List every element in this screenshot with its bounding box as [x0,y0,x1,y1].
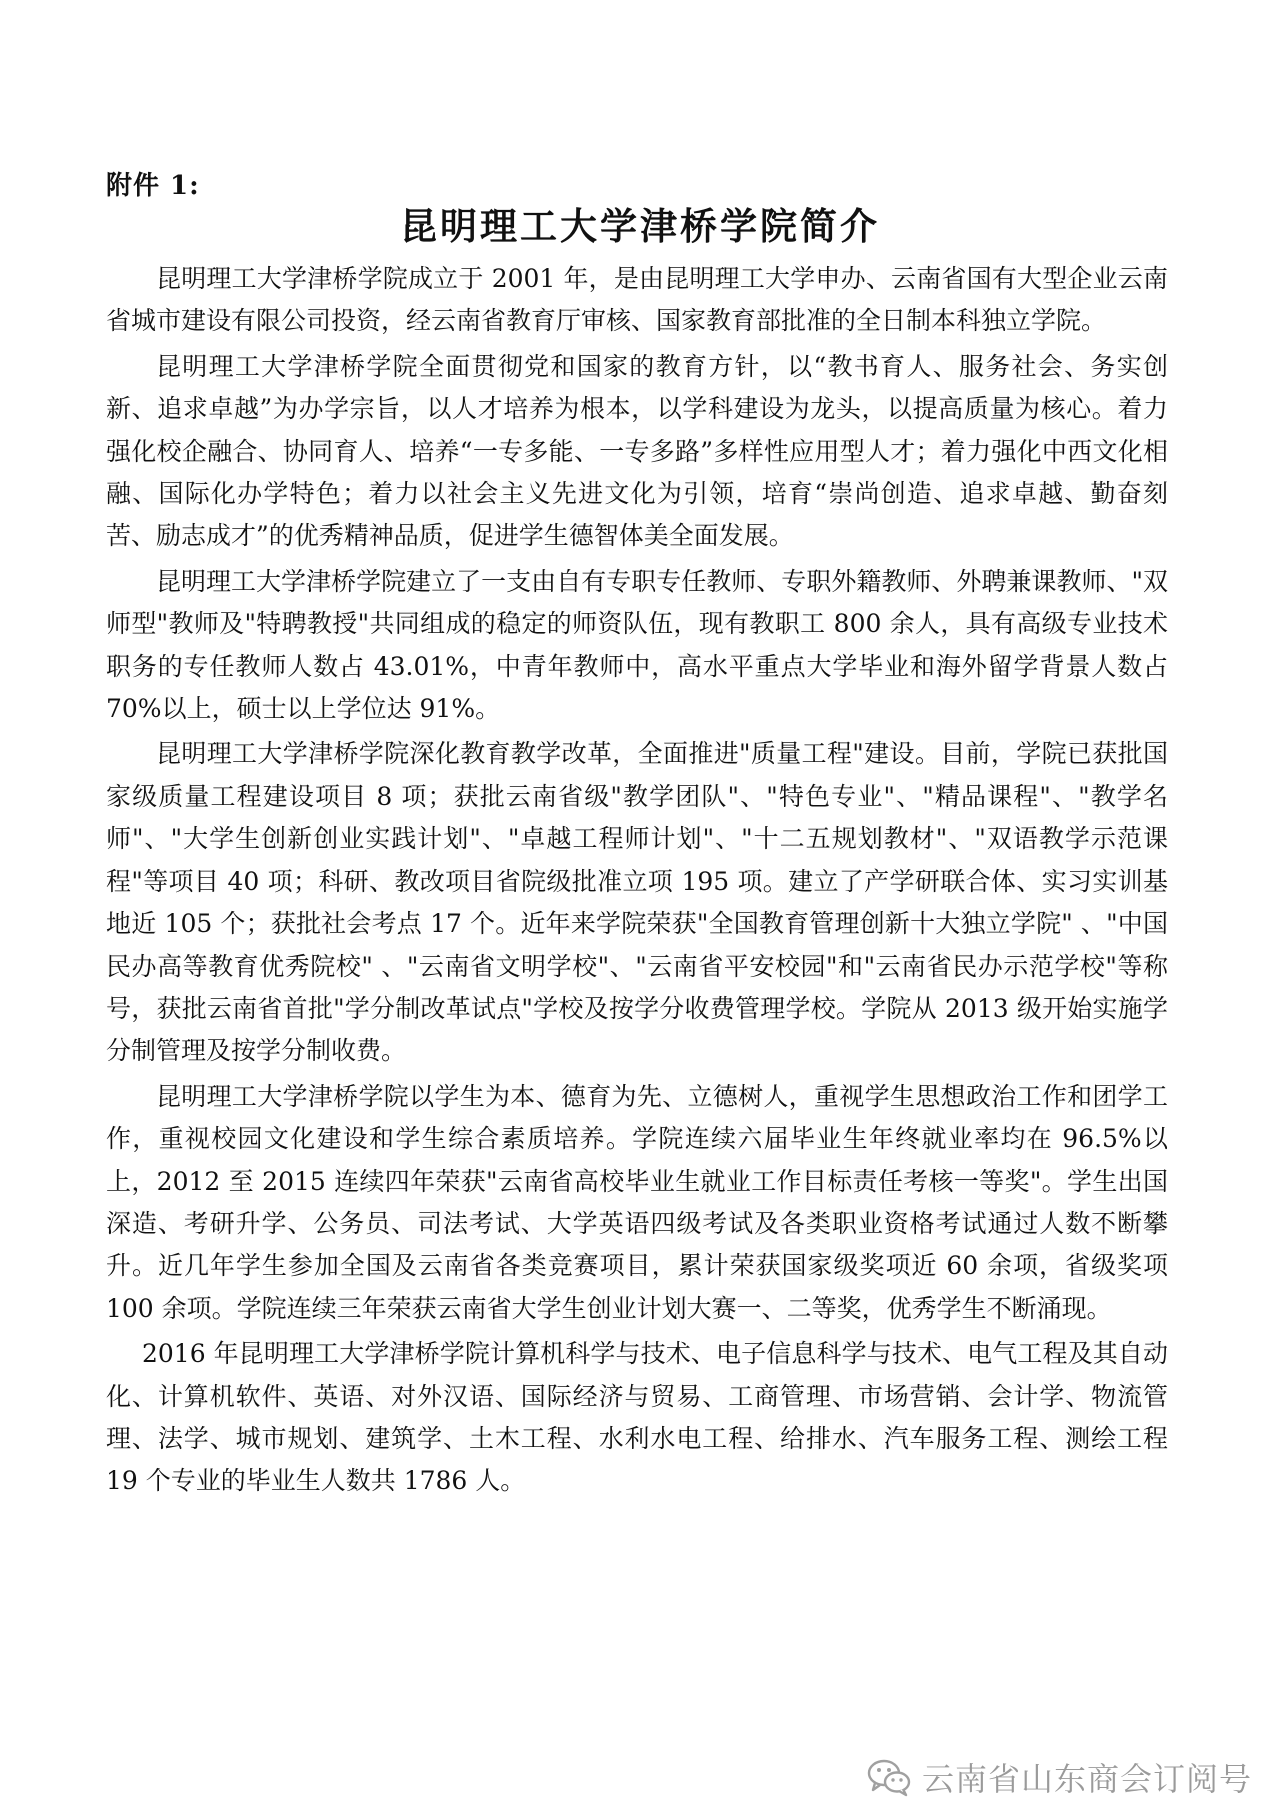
document-title: 昆明理工大学津桥学院简介 [400,204,880,248]
paragraph-reform: 昆明理工大学津桥学院深化教育教学改革，全面推进"质量工程"建设。目前，学院已获批国家级质量工程建设项目 8 项；获批云南省级"教学团队"、"特色专业"、"精品课程"、"教学名师"、"大学生创新创业实践计划"、"卓越工程师计划"、"十二五规划教材"、"双语教学示范课程"等项目 40 项；科研、教改项目省院级批准立项 195 项。建立了产学研联合体、实习实训基地近 105 个；获批社会考点 17 个。近年来学院荣获"全国教育管理创新十大独立学院" 、"中国民办高等教育优秀院校" 、"云南省文明学校"、"云南省平安校园"和"云南省民办示范学校"等称号，获批云南省首批"学分制改革试点"学校及按学分收费管理学校。学院从 2013 级开始实施学分制管理及按学分制收费。 [106,739,1168,1066]
attachment-label: 附件 1: [106,171,200,201]
paragraph-faculty: 昆明理工大学津桥学院建立了一支由自有专职专任教师、专职外籍教师、外聘兼课教师、"双师型"教师及"特聘教授"共同组成的稳定的师资队伍，现有教职工 800 余人，具有高级专业技术职务的专任教师人数占 43.01%，中青年教师中，高水平重点大学毕业和海外留学背景人数占 70%以上，硕士以上学位达 91%。 [106,566,1168,724]
paragraph-students: 昆明理工大学津桥学院以学生为本、德育为先、立德树人，重视学生思想政治工作和团学工作，重视校园文化建设和学生综合素质培养。学院连续六届毕业生年终就业率均在 96.5%以上，2012 至 2015 连续四年荣获"云南省高校毕业生就业工作目标责任考核一等奖"。学生出国深造、考研升学、公务员、司法考试、大学英语四级考试及各类职业资格考试通过人数不断攀升。近几年学生参加全国及云南省各类竞赛项目，累计荣获国家级奖项近 60 余项，省级奖项 100 余项。学院连续三年荣获云南省大学生创业计划大赛一、二等奖，优秀学生不断涌现。 [106,1081,1168,1323]
document-body [106,258,1168,1506]
watermark [866,1755,1252,1799]
paragraph-founding: 昆明理工大学津桥学院成立于 2001 年，是由昆明理工大学申办、云南省国有大型企业云南省城市建设有限公司投资，经云南省教育厅审核、国家教育部批准的全日制本科独立学院。 [106,264,1168,336]
paragraph-philosophy: 昆明理工大学津桥学院全面贯彻党和国家的教育方针，以“教书育人、服务社会、务实创新、追求卓越”为办学宗旨，以人才培养为根本，以学科建设为龙头，以提高质量为核心。着力强化校企融合、协同育人、培养“一专多能、一专多路”多样性应用型人才；着力强化中西文化相融、国际化办学特色；着力以社会主义先进文化为引领，培育“崇尚创造、追求卓越、勤奋刻苦、励志成才”的优秀精神品质，促进学生德智体美全面发展。 [106,351,1168,551]
wechat-icon [866,1757,912,1797]
paragraph-graduates: 2016 年昆明理工大学津桥学院计算机科学与技术、电子信息科学与技术、电气工程及其自动化、计算机软件、英语、对外汉语、国际经济与贸易、工商管理、市场营销、会计学、物流管理、法学、城市规划、建筑学、土木工程、水利水电工程、给排水、汽车服务工程、测绘工程 19 个专业的毕业生人数共 1786 人。 [106,1339,1168,1496]
watermark-text: 云南省山东商会订阅号 [921,1760,1252,1798]
